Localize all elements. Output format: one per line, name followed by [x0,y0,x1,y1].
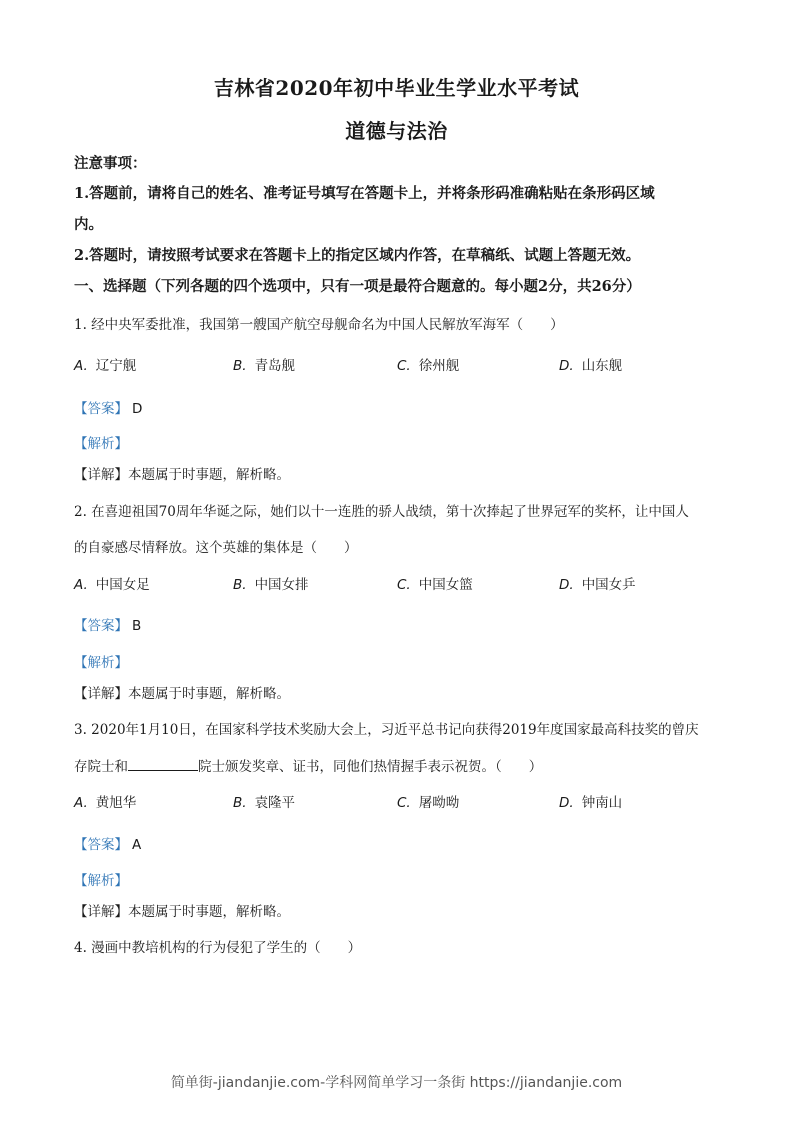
question-2-analysis-label: 【解析】 [74,655,128,671]
question-1-option-d: D. 山东舰 [559,358,623,374]
fill-in-blank [128,758,198,771]
question-2-option-d: D. 中国女乒 [559,577,636,593]
section-heading: 一、选择题（下列各题的四个选项中，只有一项是最符合题意的。每小题2分，共26分） [74,278,641,295]
question-1-detail: 【详解】本题属于时事题，解析略。 [74,467,290,483]
notice-heading: 注意事项： [74,155,147,172]
question-2-option-b: B. 中国女排 [233,577,309,593]
notice-item-2: 2.答题时，请按照考试要求在答题卡上的指定区域内作答，在草稿纸、试题上答题无效。 [74,247,641,264]
question-3-answer: 【答案】 A [74,837,142,853]
question-3-stem: 3. 2020年1月10日，在国家科学技术奖励大会上，习近平总书记向获得2019年度国家最高科技奖的曾庆 [74,722,699,738]
question-2-answer: 【答案】 B [74,618,142,634]
question-1-option-b: B. 青岛舰 [233,358,296,374]
question-2-detail: 【详解】本题属于时事题，解析略。 [74,686,290,702]
question-3-option-a: A. 黄旭华 [74,795,137,811]
question-2-stem-cont: 的自豪感尽情释放。这个英雄的集体是（ ） [74,540,358,556]
question-2-option-a: A. 中国女足 [74,577,150,593]
footer-watermark: 简单街-jiandanjie.com-学科网简单学习一条街 https://jiandanjie.com [170,1075,623,1091]
question-1-analysis-label: 【解析】 [74,436,128,452]
question-1-answer: 【答案】 D [74,401,143,417]
question-3-option-d: D. 钟南山 [559,795,623,811]
question-3-stem-cont: 存院士和 院士颁发奖章、证书，同他们热情握手表示祝贺。（ ） [74,759,543,775]
exam-title: 吉林省2020年初中毕业生学业水平考试 [213,76,580,100]
notice-item-1: 1.答题前，请将自己的姓名、准考证号填写在答题卡上，并将条形码准确粘贴在条形码区域 [74,185,655,202]
question-4-stem: 4. 漫画中教培机构的行为侵犯了学生的（ ） [74,940,362,956]
subject-title: 道德与法治 [345,119,448,143]
question-1-option-c: C. 徐州舰 [397,358,460,374]
question-2-stem: 2. 在喜迎祖国70周年华诞之际，她们以十一连胜的骄人战绩，第十次捧起了世界冠军的奖杯，让中国人 [74,504,689,520]
question-3-option-b: B. 袁隆平 [233,795,296,811]
question-2-option-c: C. 中国女篮 [397,577,473,593]
notice-item-1-cont: 内。 [74,216,103,233]
question-1-option-a: A. 辽宁舰 [74,358,137,374]
question-1-stem: 1. 经中央军委批准，我国第一艘国产航空母舰命名为中国人民解放军海军（ ） [74,317,564,333]
question-3-option-c: C. 屠呦呦 [397,795,460,811]
question-3-analysis-label: 【解析】 [74,873,128,889]
question-3-detail: 【详解】本题属于时事题，解析略。 [74,904,290,920]
